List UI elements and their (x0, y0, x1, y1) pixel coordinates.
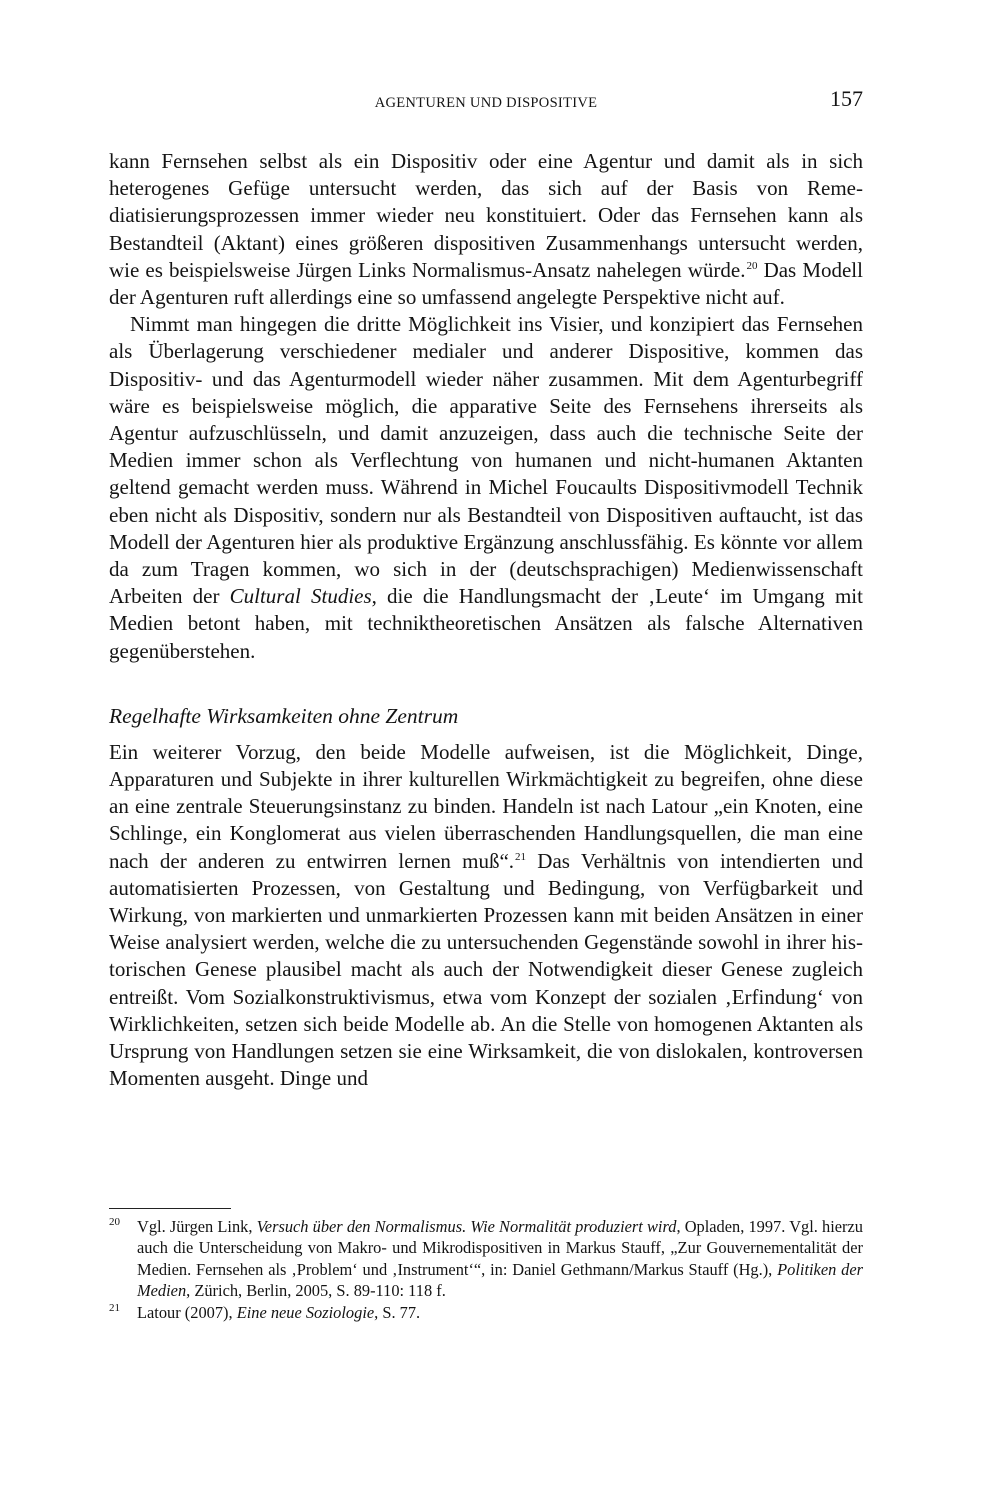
paragraph-2-emphasis: Cultural Studies (229, 584, 372, 609)
footnote-20-title: Versuch über den Normalismus. Wie Normalität produziert wird (256, 1217, 677, 1236)
footnote-rule (109, 1208, 231, 1209)
footnote-21-text-a: Latour (2007), (137, 1302, 237, 1322)
running-title: AGENTUREN UND DISPOSITIVE (374, 95, 598, 111)
section-heading: Regelhafte Wirksamkeiten ohne Zentrum (109, 703, 459, 728)
footnote-number: 21 (109, 1301, 120, 1314)
footnote-21-text-b: , S. 77. (374, 1302, 421, 1322)
paragraph-1 (109, 148, 863, 311)
paragraph-3-text-b: Das Verhältnis von intendierten und automatisierten Prozessen, von Gestaltung und Bedingung, von Verfügbarkeit und Wirkung, von markierten und unmarkierten Prozessen kann mit beiden Ansätzen in einer Weise analysiert werden, welche die zu untersuchenden Gegenstände sowohl in ihrer historischen Genese plausibel macht als auch der Notwendigkeit dieser Genese zugleich entreißt. Vom Sozialkonstruktivismus, etwa vom Konzept der sozialen ‚Erfindung‘ von Wirklichkeiten, setzen sich beide Modelle ab. An die Stelle von homogenen Aktanten als Ursprung von Handlungen setzen sie eine Wirksamkeit, die von dislokalen, kontroversen Momenten ausgeht. Dinge und (109, 848, 863, 1091)
running-head (109, 86, 863, 120)
footnote-number: 20 (109, 1216, 120, 1228)
paragraph-2 (109, 311, 863, 665)
paragraph-1-text-a: kann Fernsehen selbst als ein Dispositiv oder eine Agentur und damit als in sich heterogenes Gefüge untersucht werden, das sich auf der Basis von Remediatisierungsprozessen immer wieder neu konstituiert. Oder das Fernsehen kann als Bestandteil (Aktant) eines größeren dispositiven Zusammenhangs untersucht werden, wie es beispielsweise Jürgen Links Normalismus-Ansatz nahelegen würde. (109, 149, 863, 282)
footnote-21-title: Eine neue Soziologie (236, 1302, 375, 1322)
page-number: 157 (830, 86, 863, 111)
body-text (109, 148, 863, 1093)
footnote-ref-21: 21 (515, 850, 527, 863)
footnote-20-text-a: Vgl. Jürgen Link, (137, 1217, 257, 1236)
paragraph-1-text-b: Das Modell der Agenturen ruft allerdings eine so umfassend angelegte Perspektive nicht auf. (109, 257, 863, 310)
footnotes (109, 1216, 863, 1323)
footnote-20-text-b: , Opladen, 1997. Vgl. hierzu auch die Unterscheidung von Makro- und Mikrodispositiven in Markus Stauff, „Zur Gouvernementalität der Medien. Fernsehen als ‚Problem‘ und ‚Instrument‘“, in: Daniel Gethmann/Markus Stauff (Hg.), (137, 1217, 863, 1279)
paragraph-3 (109, 739, 863, 1093)
paragraph-3-text-a: Ein weiterer Vorzug, den beide Modelle aufweisen, ist die Möglichkeit, Dinge, Apparaturen und Subjekte in ihrer kulturellen Wirkmächtigkeit zu begreifen, ohne diese an eine zentrale Steuerungsinstanz zu binden. Handeln ist nach Latour „ein Knoten, eine Schlinge, ein Konglomerat aus vielen überraschenden Handlungsquellen, die man eine nach der anderen zu entwirren lernen muß“. (109, 739, 863, 873)
footnote-21 (109, 1302, 863, 1323)
footnote-20 (109, 1216, 863, 1302)
paragraph-2-text-a: Nimmt man hingegen die dritte Möglichkeit ins Visier, und konzipiert das Fernsehen als Überlagerung verschiedener medialer und anderer Dispositive, kommen das Dispositiv- und das Agenturmodell wieder näher zusammen. Mit dem Agenturbegriff wäre es beispielsweise möglich, die apparative Seite des Fernsehens ihrerseits als Agentur aufzuschlüsseln, und damit anzuzeigen, dass auch die technische Seite der Medien immer schon als Verflechtung von humanen und nicht-humanen Aktanten geltend gemacht werden muss. Während in Michel Foucaults Dispositivmodell Technik eben nicht als Dispositiv, sondern nur als Bestandteil von Dispositiven auftaucht, ist das Modell der Agenturen hier als produktive Ergänzung anschlussfähig. Es könnte vor allem da zum Tragen kommen, wo sich in der (deutschsprachigen) Medienwissenschaft Arbeiten der (109, 312, 863, 609)
footnote-20-text-c: , Zürich, Berlin, 2005, S. 89-110: 118 f. (186, 1281, 446, 1301)
paragraph-2-text-b: , die die Handlungsmacht der ‚Leute‘ im Umgang mit Medien betont haben, mit techniktheoretischen Ansätzen als falsche Alternativen gegenüberstehen. (109, 584, 863, 663)
footnote-ref-20: 20 (746, 259, 758, 272)
footnote-20-title-2: Politiken der Medien (137, 1259, 863, 1301)
